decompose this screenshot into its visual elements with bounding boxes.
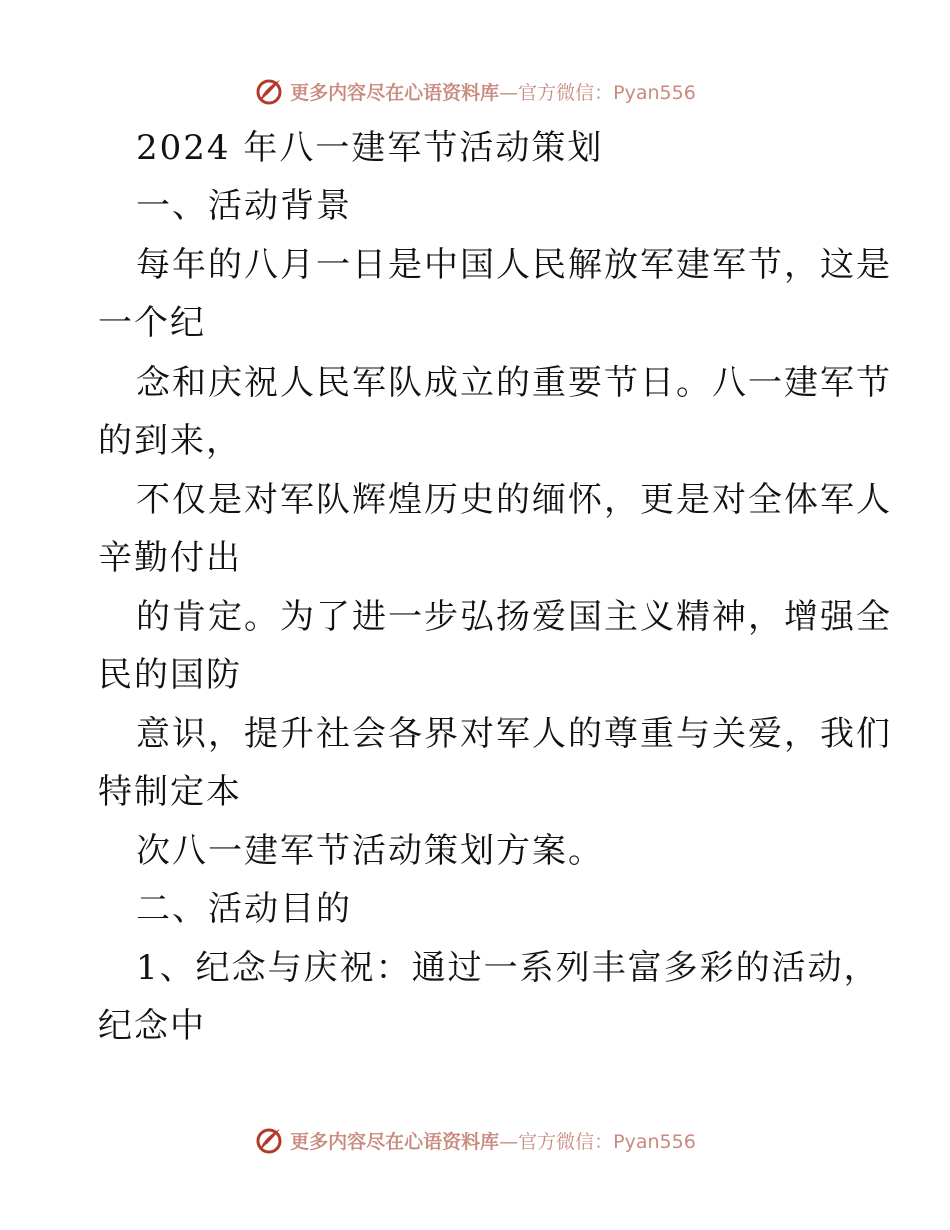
- paragraph-line: 每年的八月一日是中国人民解放军建军节，这是: [136, 245, 892, 285]
- paragraph-line: 民的国防: [98, 655, 242, 695]
- banner-main-text: 更多内容尽在心语资料库: [290, 81, 500, 104]
- paragraph-line: 1、纪念与庆祝：通过一系列丰富多彩的活动，: [136, 948, 880, 988]
- paragraph-line: 意识，提升社会各界对军人的尊重与关爱，我们: [136, 714, 892, 754]
- paragraph-line: 次八一建军节活动策划方案。: [136, 831, 604, 871]
- paragraph-line: 一个纪: [98, 303, 206, 343]
- quill-swirl-logo-icon: [254, 76, 284, 106]
- paragraph-line: 念和庆祝人民军队成立的重要节日。八一建军节: [136, 363, 892, 403]
- banner-separator: —: [499, 1130, 519, 1153]
- banner-wechat-text: 官方微信：Pyan556: [518, 81, 696, 104]
- header-banner: [0, 71, 950, 111]
- banner-text: [290, 1127, 696, 1154]
- paragraph-line: 不仅是对军队辉煌历史的缅怀，更是对全体军人: [136, 480, 892, 520]
- banner-wechat-text: 官方微信：Pyan556: [518, 1130, 696, 1153]
- banner-text: [290, 78, 696, 105]
- paragraph-line: 纪念中: [98, 1006, 206, 1046]
- section-heading: 一、活动背景: [136, 186, 352, 226]
- document-title: 2024 年八一建军节活动策划: [136, 128, 604, 168]
- paragraph-line: 的到来，: [98, 421, 242, 461]
- paragraph-line: 特制定本: [98, 772, 242, 812]
- paragraph-line: 的肯定。为了进一步弘扬爱国主义精神，增强全: [136, 597, 892, 637]
- paragraph-line: 辛勤付出: [98, 538, 242, 578]
- quill-swirl-logo-icon: [254, 1125, 284, 1155]
- banner-main-text: 更多内容尽在心语资料库: [290, 1130, 500, 1153]
- footer-banner: [0, 1120, 950, 1160]
- banner-separator: —: [499, 81, 519, 104]
- section-heading: 二、活动目的: [136, 889, 352, 929]
